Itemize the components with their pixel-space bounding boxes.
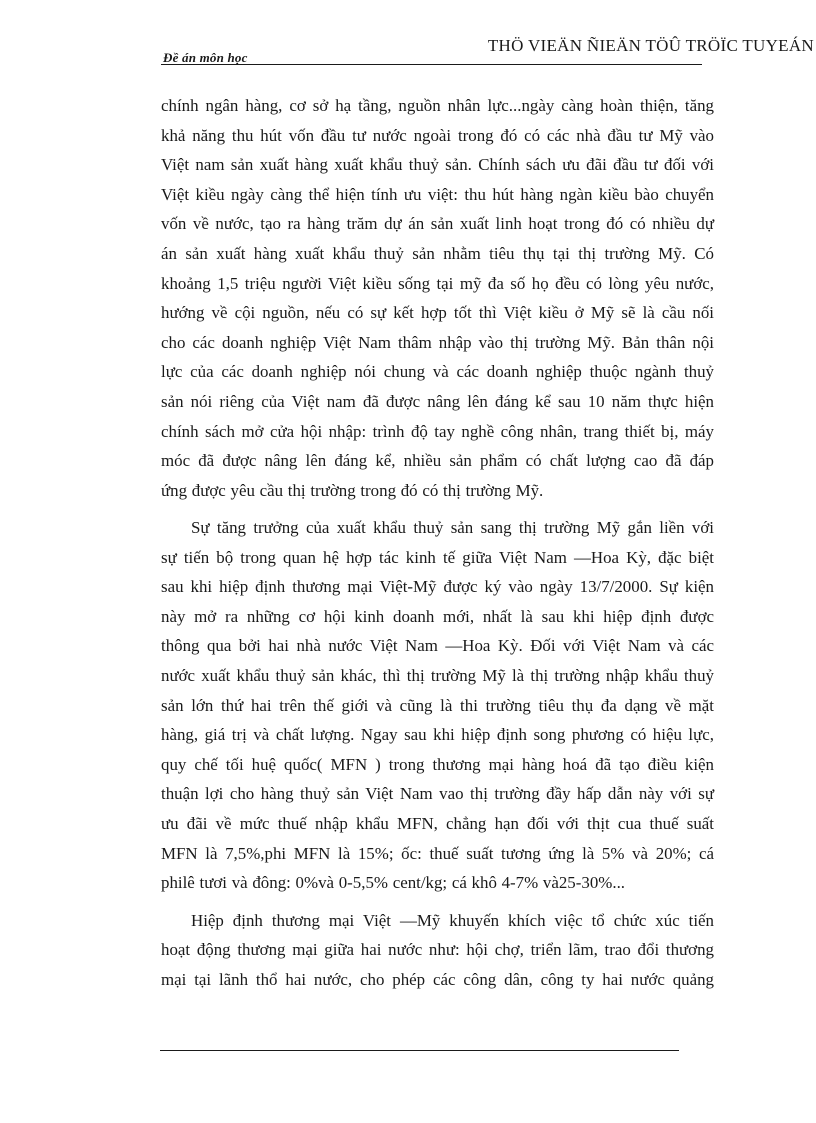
header-divider bbox=[161, 64, 702, 65]
text-line: vốn về nước, tạo ra hàng trăm dự án sản xuất linh hoạt trong đó có nhiều dự bbox=[161, 214, 714, 234]
text-line: lực của các doanh nghiệp nói chung và các doanh nghiệp thuộc ngành thuỷ bbox=[161, 362, 714, 382]
text-line: ứng được yêu cầu thị trường trong đó có thị trường Mỹ. bbox=[161, 480, 544, 500]
text-line: khả năng thu hút vốn đầu tư nước ngoài trong đó có các nhà đầu tư Mỹ vào bbox=[161, 125, 714, 145]
text-line: thuận lợi cho hàng thuỷ sản Việt Nam vao thị trường đầy hấp dẫn này với sự bbox=[161, 784, 714, 804]
text-line: chính ngân hàng, cơ sở hạ tầng, nguồn nhân lực...ngày càng hoàn thiện, tăng bbox=[161, 96, 714, 115]
text-line: quy chế tối huệ quốc( MFN ) trong thương mại hàng hoá đã tạo điều kiện bbox=[161, 754, 714, 774]
text-line: Hiệp định thương mại Việt —Mỹ khuyến khích việc tổ chức xúc tiến bbox=[191, 910, 714, 930]
text-line: cho các doanh nghiệp Việt Nam thâm nhập vào thị trường Mỹ. Bản thân nội bbox=[161, 332, 714, 352]
text-line: sản lớn thứ hai trên thế giới và cũng là thi trường tiêu thụ đa dạng về mặt bbox=[161, 695, 714, 715]
footer-divider bbox=[160, 1050, 679, 1051]
text-line: ưu đãi về mức thuế nhập khẩu MFN, chẳng hạn đối với thịt cua thuế suất bbox=[161, 814, 714, 834]
paragraph-gap bbox=[161, 505, 714, 513]
text-line: MFN là 7,5%,phi MFN là 15%; ốc: thuế suất tương ứng là 5% và 20%; cá bbox=[161, 843, 714, 863]
paragraph bbox=[161, 91, 714, 505]
text-line: hoạt động thương mại giữa hai nước như: hội chợ, triển lãm, trao đổi thương bbox=[161, 940, 714, 960]
header-library-title: THÖ VIEÄN ÑIEÄN TÖÛ TRÖÏC TUYEÁN bbox=[487, 36, 814, 55]
text-line: hướng về cội nguồn, nếu có sự kết hợp tốt thì Việt kiều ở Mỹ sẽ là cầu nối bbox=[161, 303, 714, 323]
header-document-type: Đề án môn học bbox=[163, 50, 248, 65]
text-line: này mở ra những cơ hội kinh doanh mới, nhất là sau khi hiệp định được bbox=[161, 606, 714, 626]
text-line: Sự tăng trưởng của xuất khẩu thuỷ sản sang thị trường Mỹ gắn liền với bbox=[191, 518, 714, 538]
text-line: hàng, giá trị và chất lượng. Ngay sau khi hiệp định song phương có hiệu lực, bbox=[161, 725, 714, 745]
document-body bbox=[161, 91, 714, 994]
text-line: sự tiến bộ trong quan hệ hợp tác kinh tế giữa Việt Nam —Hoa Kỳ, đặc biệt bbox=[161, 547, 714, 567]
text-line: chính sách mở cửa hội nhập: trình độ tay nghề công nhân, trang thiết bị, máy bbox=[161, 421, 714, 441]
text-line: án sản xuất hàng xuất khẩu thuỷ sản nhằm tiêu thụ tại thị trường Mỹ. Có bbox=[161, 243, 714, 263]
text-line: thông qua bởi hai nhà nước Việt Nam —Hoa Kỳ. Đối với Việt Nam và các bbox=[161, 636, 714, 656]
text-line: nước xuất khẩu thuỷ sản khác, thì thị trường Mỹ là thị trường nhập khẩu thuỷ bbox=[161, 666, 714, 686]
text-line: khoảng 1,5 triệu người Việt kiều sống tại mỹ đa số họ đều có lòng yêu nước, bbox=[161, 273, 714, 293]
text-line: móc đã được nâng lên đáng kể, nhiều sản phẩm có chất lượng cao đã đáp bbox=[161, 451, 714, 471]
text-line: sau khi hiệp định thương mại Việt-Mỹ được ký vào ngày 13/7/2000. Sự kiện bbox=[161, 577, 714, 597]
text-line: Việt nam sản xuất hàng xuất khẩu thuỷ sản. Chính sách ưu đãi đầu tư đối với bbox=[161, 155, 714, 175]
text-line: Việt kiều ngày càng thể hiện tính ưu việt: thu hút hàng ngàn kiều bào chuyển bbox=[161, 184, 714, 204]
text-line: sản nói riêng của Việt nam đã được nâng lên đáng kể sau 10 năm thực hiện bbox=[161, 391, 714, 411]
text-line: mại tại lãnh thổ hai nước, cho phép các công dân, công ty hai nước quảng bbox=[161, 969, 714, 989]
paragraph bbox=[161, 906, 714, 995]
text-line: philê tươi và đông: 0%và 0-5,5% cent/kg; cá khô 4-7% và25-30%... bbox=[161, 873, 626, 893]
paragraph bbox=[161, 513, 714, 898]
paragraph-gap bbox=[161, 898, 714, 906]
